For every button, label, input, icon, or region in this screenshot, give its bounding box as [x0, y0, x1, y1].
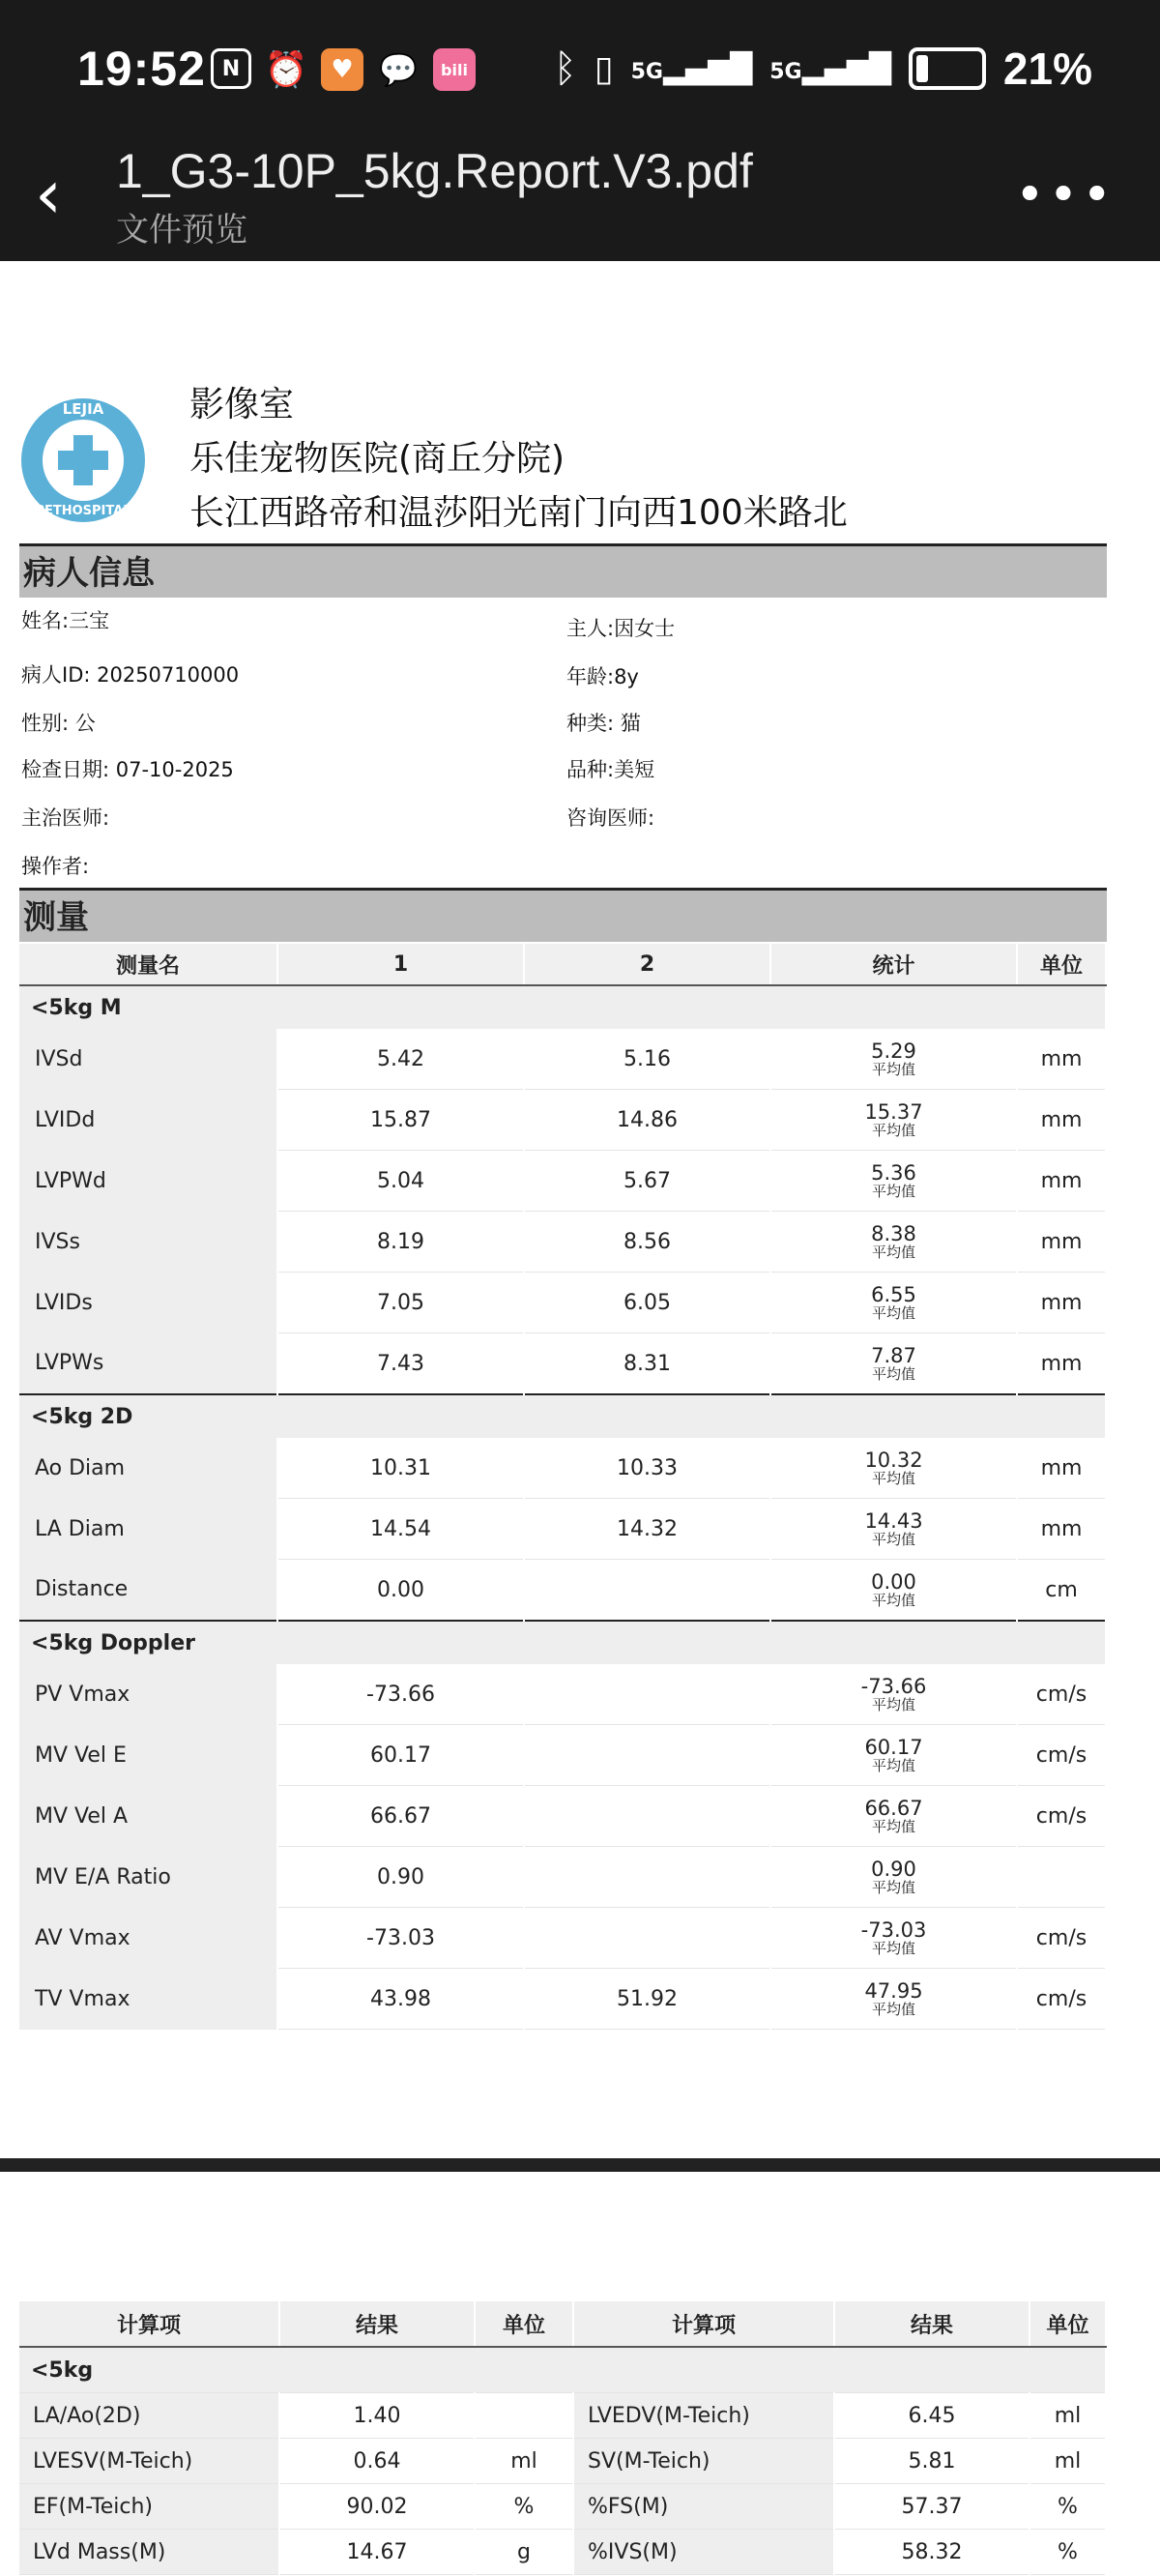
hospital-name: 乐佳宠物医院(商丘分院) — [189, 439, 566, 479]
value-1: 5.42 — [277, 1029, 524, 1090]
measurement-group-row — [19, 1394, 1106, 1438]
measurement-name: PV Vmax — [19, 1664, 277, 1725]
measurement-header-row — [19, 944, 1106, 985]
group-label: <5kg Doppler — [19, 1621, 1106, 1664]
signal-5g-icon: 5G▂▄▆█ — [630, 51, 753, 86]
status-bar — [0, 0, 1160, 143]
calc-unit: ml — [1030, 2393, 1106, 2439]
page-divider — [0, 2158, 1160, 2172]
unit: mm — [1017, 1029, 1106, 1090]
average-value: 6.55 — [871, 1283, 916, 1306]
bluetooth-icon: ᛒ — [553, 46, 577, 91]
report-header — [19, 377, 1107, 532]
value-2 — [524, 1847, 770, 1908]
unit: mm — [1017, 1151, 1106, 1212]
value-2: 5.16 — [524, 1029, 770, 1090]
average-cell — [770, 1499, 1017, 1560]
average-label: 平均值 — [871, 1940, 915, 1957]
system-status — [554, 43, 1092, 95]
measurement-name: Distance — [19, 1560, 277, 1622]
measurement-group-row — [19, 1621, 1106, 1664]
measurement-row — [19, 1151, 1106, 1212]
average-value: 60.17 — [864, 1736, 923, 1759]
average-label: 平均值 — [871, 1304, 915, 1322]
calc-unit: ml — [1030, 2439, 1106, 2484]
measurement-name: MV E/A Ratio — [19, 1847, 277, 1908]
calc-row — [19, 2530, 1106, 2575]
average-label: 平均值 — [871, 1365, 915, 1383]
col-header: 结果 — [279, 2301, 475, 2347]
calc-item-name: LVd Mass(M) — [19, 2530, 279, 2575]
average-value: -73.66 — [860, 1675, 927, 1698]
calc-item-name: LVESV(M-Teich) — [19, 2439, 279, 2484]
average-cell — [770, 1212, 1017, 1273]
hospital-address: 长江西路帝和温莎阳光南门向西100米路北 — [189, 493, 848, 533]
value-2 — [524, 1786, 770, 1847]
calc-result: 5.81 — [834, 2439, 1030, 2484]
value-2: 8.56 — [524, 1212, 770, 1273]
col-header: 计算项 — [19, 2301, 279, 2347]
patient-name: 姓名:三宝 — [21, 609, 110, 632]
measurement-name: MV Vel A — [19, 1786, 277, 1847]
average-value: -73.03 — [860, 1918, 927, 1942]
average-label: 平均值 — [871, 1757, 915, 1774]
average-label: 平均值 — [871, 1183, 915, 1200]
department-name: 影像室 — [189, 385, 295, 424]
average-label: 平均值 — [871, 1696, 915, 1713]
average-value: 66.67 — [864, 1797, 923, 1820]
average-cell — [770, 1151, 1017, 1212]
unit: mm — [1017, 1273, 1106, 1333]
calc-row — [19, 2393, 1106, 2439]
value-1: 43.98 — [277, 1969, 524, 2030]
notification-icons — [211, 48, 476, 91]
unit: mm — [1017, 1499, 1106, 1560]
wechat-icon: 💬 — [379, 51, 418, 88]
average-value: 14.43 — [864, 1509, 923, 1533]
nfc-icon: N — [211, 48, 251, 89]
more-options-icon[interactable]: ••• — [1014, 166, 1116, 224]
calc-group-row — [19, 2347, 1106, 2393]
col-header: 测量名 — [19, 944, 277, 985]
average-value: 7.87 — [871, 1344, 916, 1367]
calc-result: 6.45 — [834, 2393, 1030, 2439]
unit: cm — [1017, 1560, 1106, 1622]
col-header: 结果 — [834, 2301, 1030, 2347]
unit: mm — [1017, 1090, 1106, 1151]
calc-unit: % — [1030, 2484, 1106, 2530]
value-1: 7.43 — [277, 1333, 524, 1395]
average-cell — [770, 1273, 1017, 1333]
average-label: 平均值 — [871, 2001, 915, 2018]
measurement-row — [19, 1908, 1106, 1969]
average-label: 平均值 — [871, 1879, 915, 1896]
unit: cm/s — [1017, 1969, 1106, 2030]
status-time: 19:52 — [77, 42, 206, 96]
col-header: 单位 — [475, 2301, 573, 2347]
col-header: 单位 — [1017, 944, 1106, 985]
value-1: 5.04 — [277, 1151, 524, 1212]
calc-item-name: EF(M-Teich) — [19, 2484, 279, 2530]
value-1: 15.87 — [277, 1090, 524, 1151]
attending-physician: 主治医师: — [21, 806, 110, 830]
average-label: 平均值 — [871, 1061, 915, 1078]
value-2: 14.32 — [524, 1499, 770, 1560]
value-2: 8.31 — [524, 1333, 770, 1395]
measurement-name: LVIDs — [19, 1273, 277, 1333]
average-label: 平均值 — [871, 1122, 915, 1139]
calc-unit: ml — [475, 2439, 573, 2484]
signal-5g-icon: 5G▂▄▆█ — [769, 51, 891, 86]
file-subtitle: 文件预览 — [116, 211, 247, 249]
col-header: 统计 — [770, 944, 1017, 985]
calc-unit: g — [475, 2530, 573, 2575]
measurement-row — [19, 1786, 1106, 1847]
calc-result: 14.67 — [279, 2530, 475, 2575]
average-cell — [770, 1847, 1017, 1908]
value-1: -73.66 — [277, 1664, 524, 1725]
average-label: 平均值 — [871, 1470, 915, 1487]
measurement-row — [19, 1333, 1106, 1395]
calc-result: 90.02 — [279, 2484, 475, 2530]
group-label: <5kg 2D — [19, 1394, 1106, 1438]
calc-item-name: SV(M-Teich) — [573, 2439, 834, 2484]
measurement-group-row — [19, 985, 1106, 1029]
value-1: 66.67 — [277, 1786, 524, 1847]
patient-owner: 主人:因女士 — [566, 617, 676, 640]
operator: 操作者: — [21, 855, 90, 878]
calc-unit — [475, 2393, 573, 2439]
measurement-name: MV Vel E — [19, 1725, 277, 1786]
hospital-logo-icon: LEJIA PETHOSPITAL — [21, 398, 145, 522]
average-cell — [770, 1786, 1017, 1847]
value-1: 7.05 — [277, 1273, 524, 1333]
average-cell — [770, 1908, 1017, 1969]
average-cell — [770, 1090, 1017, 1151]
measurement-name: TV Vmax — [19, 1969, 277, 2030]
average-label: 平均值 — [871, 1592, 915, 1609]
value-1: 14.54 — [277, 1499, 524, 1560]
measurement-section-title: 测量 — [19, 888, 1107, 942]
average-label: 平均值 — [871, 1244, 915, 1261]
calc-unit: % — [1030, 2530, 1106, 2575]
measurement-row — [19, 1560, 1106, 1622]
measurement-name: LVPWs — [19, 1333, 277, 1395]
value-1: 10.31 — [277, 1438, 524, 1499]
average-cell — [770, 1029, 1017, 1090]
measurement-row — [19, 1438, 1106, 1499]
patient-id: 病人ID: 20250710000 — [21, 663, 240, 687]
value-2 — [524, 1725, 770, 1786]
calc-row — [19, 2439, 1106, 2484]
average-value: 5.29 — [871, 1039, 916, 1063]
back-icon[interactable]: ‹ — [35, 155, 62, 234]
col-header: 计算项 — [573, 2301, 834, 2347]
measurement-name: Ao Diam — [19, 1438, 277, 1499]
value-2: 14.86 — [524, 1090, 770, 1151]
patient-species: 种类: 猫 — [566, 712, 641, 735]
measurement-row — [19, 1664, 1106, 1725]
value-1: 0.90 — [277, 1847, 524, 1908]
calc-result: 1.40 — [279, 2393, 475, 2439]
measurement-row — [19, 1725, 1106, 1786]
calc-item-name: LVEDV(M-Teich) — [573, 2393, 834, 2439]
patient-breed: 品种:美短 — [566, 758, 655, 781]
measurement-row — [19, 1090, 1106, 1151]
calc-result: 0.64 — [279, 2439, 475, 2484]
average-label: 平均值 — [871, 1818, 915, 1835]
col-header: 1 — [277, 944, 524, 985]
calc-result: 58.32 — [834, 2530, 1030, 2575]
measurement-name: LVIDd — [19, 1090, 277, 1151]
col-header: 单位 — [1030, 2301, 1106, 2347]
bilibili-icon: bili — [433, 48, 476, 91]
average-cell — [770, 1969, 1017, 2030]
value-2 — [524, 1908, 770, 1969]
value-2: 6.05 — [524, 1273, 770, 1333]
measurement-table — [19, 944, 1107, 2030]
average-value: 5.36 — [871, 1161, 916, 1185]
unit: cm/s — [1017, 1664, 1106, 1725]
value-2 — [524, 1560, 770, 1622]
average-value: 0.00 — [871, 1570, 916, 1594]
calc-row — [19, 2484, 1106, 2530]
average-value: 0.90 — [871, 1858, 916, 1881]
average-cell — [770, 1664, 1017, 1725]
unit: cm/s — [1017, 1908, 1106, 1969]
value-2: 51.92 — [524, 1969, 770, 2030]
calc-header-row — [19, 2301, 1106, 2347]
average-value: 47.95 — [864, 1979, 923, 2003]
value-1: 8.19 — [277, 1212, 524, 1273]
calc-item-name: %IVS(M) — [573, 2530, 834, 2575]
average-cell — [770, 1560, 1017, 1622]
average-cell — [770, 1333, 1017, 1395]
value-2: 10.33 — [524, 1438, 770, 1499]
file-title: 1_G3-10P_5kg.Report.V3.pdf — [116, 144, 753, 198]
group-label: <5kg M — [19, 985, 1106, 1029]
measurement-name: LVPWd — [19, 1151, 277, 1212]
measurement-name: AV Vmax — [19, 1908, 277, 1969]
measurement-row — [19, 1969, 1106, 2030]
measurement-row — [19, 1273, 1106, 1333]
measurement-name: LA Diam — [19, 1499, 277, 1560]
calc-unit: % — [475, 2484, 573, 2530]
patient-age: 年龄:8y — [566, 665, 639, 688]
average-label: 平均值 — [871, 1531, 915, 1548]
value-2 — [524, 1664, 770, 1725]
average-value: 15.37 — [864, 1100, 923, 1124]
unit: mm — [1017, 1438, 1106, 1499]
unit — [1017, 1847, 1106, 1908]
battery-fill — [916, 55, 928, 82]
battery-icon — [909, 47, 986, 90]
vibrate-icon: ▯ — [594, 48, 614, 89]
average-cell — [770, 1725, 1017, 1786]
heart-app-icon: ♥ — [321, 48, 363, 91]
measurement-row — [19, 1847, 1106, 1908]
measurement-name: IVSd — [19, 1029, 277, 1090]
value-2: 5.67 — [524, 1151, 770, 1212]
battery-percent: 21% — [1002, 44, 1092, 94]
unit: cm/s — [1017, 1786, 1106, 1847]
calc-result: 57.37 — [834, 2484, 1030, 2530]
patient-section-title: 病人信息 — [19, 543, 1107, 598]
measurement-row — [19, 1029, 1106, 1090]
unit: mm — [1017, 1333, 1106, 1395]
measurement-row — [19, 1499, 1106, 1560]
alarm-icon: ⏰ — [264, 50, 308, 90]
unit: mm — [1017, 1212, 1106, 1273]
average-value: 8.38 — [871, 1222, 916, 1245]
measurement-row — [19, 1212, 1106, 1273]
average-cell — [770, 1438, 1017, 1499]
calc-item-name: LA/Ao(2D) — [19, 2393, 279, 2439]
measurement-name: IVSs — [19, 1212, 277, 1273]
exam-date: 检查日期: 07-10-2025 — [21, 758, 234, 781]
app-bar — [0, 143, 1160, 261]
group-label: <5kg — [19, 2347, 1106, 2393]
calc-item-name: %FS(M) — [573, 2484, 834, 2530]
value-1: 60.17 — [277, 1725, 524, 1786]
patient-sex: 性别: 公 — [21, 712, 96, 735]
consulting-physician: 咨询医师: — [566, 806, 655, 830]
value-1: -73.03 — [277, 1908, 524, 1969]
calculation-table — [19, 2301, 1107, 2575]
col-header: 2 — [524, 944, 770, 985]
unit: cm/s — [1017, 1725, 1106, 1786]
value-1: 0.00 — [277, 1560, 524, 1622]
average-value: 10.32 — [864, 1449, 923, 1472]
